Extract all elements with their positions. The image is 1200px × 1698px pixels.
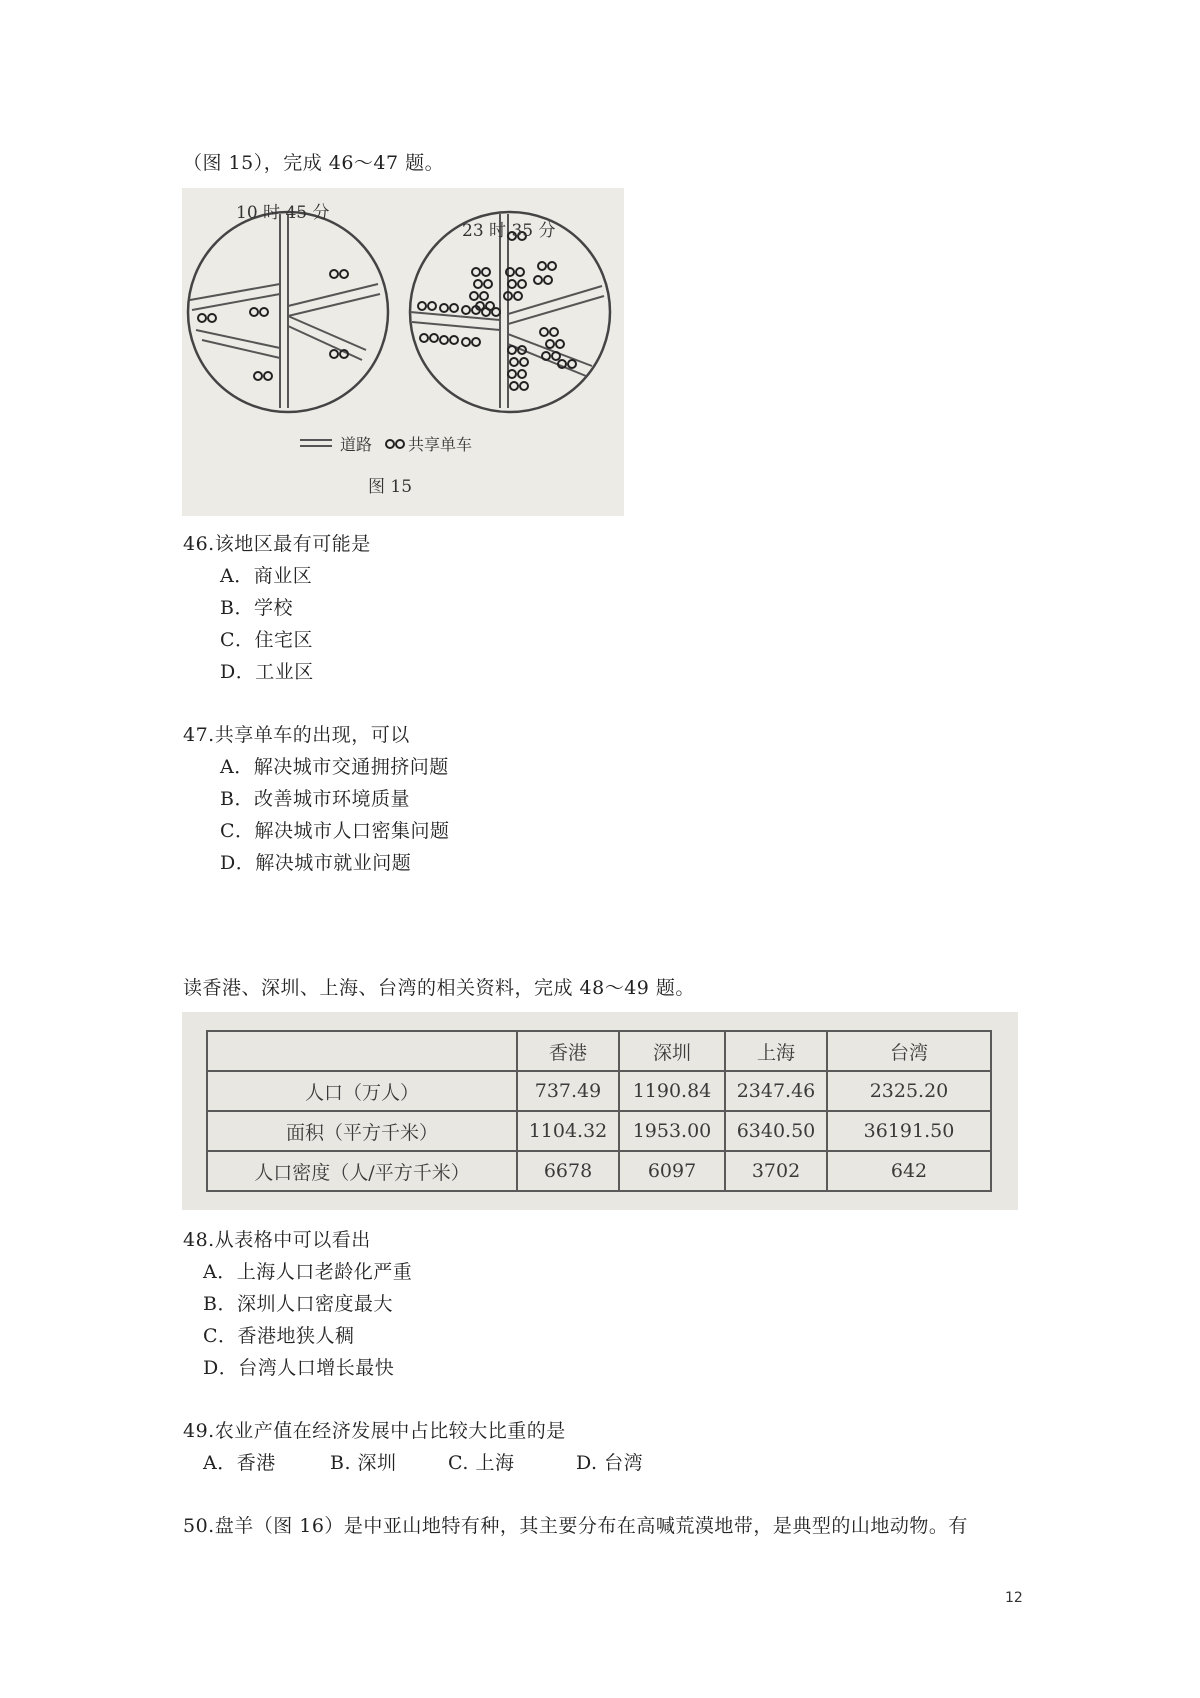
legend-bike-label: 共享单车 [408,435,473,454]
legend-road-label: 道路 [340,435,373,454]
intro-48-49: 读香港、深圳、上海、台湾的相关资料，完成 48～49 题。 [183,977,695,999]
bike-marker [254,372,272,380]
bike-marker [198,314,216,322]
table-cell: 1104.32 [517,1111,619,1151]
table-header-cell [207,1031,517,1071]
table-header-cell: 深圳 [619,1031,725,1071]
table-row [207,1111,991,1151]
right-circle [410,212,610,412]
q49-option-c[interactable]: C. 上海 [448,1452,515,1474]
page-number: 12 [1005,1590,1023,1606]
table-cell: 36191.50 [827,1111,991,1151]
q47-option-a[interactable]: A．解决城市交通拥挤问题 [220,756,449,778]
legend [300,435,472,454]
table-cell: 6097 [619,1151,725,1191]
bike-marker [330,270,348,278]
table-cell: 人口（万人） [207,1071,517,1111]
table-cell: 人口密度（人/平方千米） [207,1151,517,1191]
figure-15-drawing [182,188,624,516]
figure-15 [182,188,624,516]
q50-stem: 50.盘羊（图 16）是中亚山地特有种，其主要分布在高喊荒漠地带，是典型的山地动物。有 [183,1515,968,1537]
bike-cluster-left-upper [470,268,494,310]
table-cell: 1953.00 [619,1111,725,1151]
table-header-cell: 台湾 [827,1031,991,1071]
legend-bike-symbol [386,440,404,448]
table-cell: 6678 [517,1151,619,1191]
q47-option-d[interactable]: D．解决城市就业问题 [220,852,412,874]
left-bikes [198,270,348,380]
table-header-row [207,1031,991,1071]
data-table-figure [182,1012,1018,1210]
intro-46-47: （图 15），完成 46～47 题。 [183,152,445,174]
q46-option-d[interactable]: D．工业区 [220,661,314,683]
q48-option-c[interactable]: C．香港地狭人稠 [203,1325,355,1347]
table-cell: 737.49 [517,1071,619,1111]
bike-marker [330,350,348,358]
table-cell: 1190.84 [619,1071,725,1111]
table-header-cell: 上海 [725,1031,827,1071]
q46-option-a[interactable]: A．商业区 [220,565,313,587]
bike-cluster-lower-center [508,346,528,390]
table-header-cell: 香港 [517,1031,619,1071]
q46-option-b[interactable]: B．学校 [220,597,293,619]
q49-option-a[interactable]: A．香港 [203,1452,276,1474]
q49-stem: 49.农业产值在经济发展中占比较大比重的是 [183,1420,566,1442]
q48-stem: 48.从表格中可以看出 [183,1229,371,1251]
region-data-table [206,1030,992,1192]
q47-option-c[interactable]: C．解决城市人口密集问题 [220,820,450,842]
left-time-label: 10 时 45 分 [236,203,330,223]
table-cell: 2347.46 [725,1071,827,1111]
table-cell: 3702 [725,1151,827,1191]
table-cell: 6340.50 [725,1111,827,1151]
q48-option-a[interactable]: A．上海人口老龄化严重 [203,1261,413,1283]
table-row [207,1071,991,1111]
q49-option-b[interactable]: B. 深圳 [330,1452,397,1474]
figure-15-caption: 图 15 [368,477,413,497]
table-cell: 2325.20 [827,1071,991,1111]
q47-option-b[interactable]: B．改善城市环境质量 [220,788,410,810]
q49-option-d[interactable]: D. 台湾 [576,1452,644,1474]
q47-stem: 47.共享单车的出现，可以 [183,724,410,746]
table-cell: 面积（平方千米） [207,1111,517,1151]
bike-cluster-lower-left [420,334,480,346]
q48-option-d[interactable]: D．台湾人口增长最快 [203,1357,395,1379]
q46-stem: 46.该地区最有可能是 [183,533,371,555]
bike-marker [250,308,268,316]
right-time-label: 23 时 35 分 [462,221,556,241]
table-cell: 642 [827,1151,991,1191]
bike-cluster-right-upper [534,262,556,284]
q46-option-c[interactable]: C．住宅区 [220,629,314,651]
table-row [207,1151,991,1191]
left-roads [190,214,380,408]
q48-option-b[interactable]: B．深圳人口密度最大 [203,1293,393,1315]
